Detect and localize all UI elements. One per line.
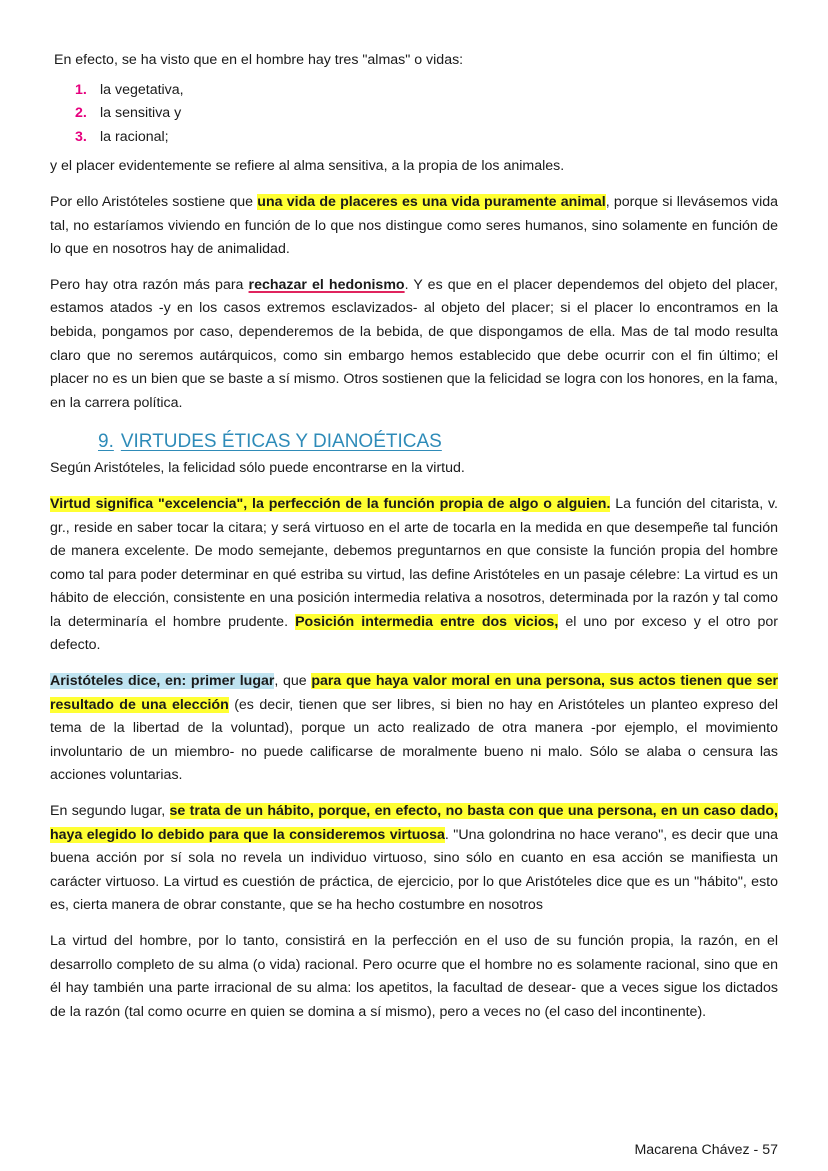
almas-list (50, 79, 778, 150)
list-number: 1. (75, 81, 87, 98)
list-number: 3. (75, 128, 87, 145)
text: . "Una golondrina no hace verano", es decir que una buena acción por sí sola no revela un individuo virtuoso, sino sólo en cuanto en esa acción se manifiesta un carácter virtuoso. La virtud es cuestión de práctica, de ejercicio, por lo que Aristóteles dice que es un "hábito", esto es, cierta manera de obrar constante, que se ha hecho costumbre en nosotros (50, 826, 778, 914)
list-text: la racional; (100, 128, 169, 145)
list-text: la sensitiva y (100, 105, 182, 122)
paragraph-placer-sensitiva: y el placer evidentemente se refiere al alma sensitiva, a la propia de los animales. (50, 158, 565, 175)
list-item (75, 102, 778, 126)
intro-paragraph: En efecto, se ha visto que en el hombre hay tres "almas" o vidas: (54, 52, 464, 68)
highlighted-text: Posición intermedia entre dos vicios, (295, 613, 559, 630)
text: , que (274, 673, 312, 690)
text: Por ello Aristóteles sostiene que (50, 193, 258, 210)
paragraph-virtud-hombre: La virtud del hombre, por lo tanto, consistirá en la perfección en el uso de su función propia, la razón, en el desarrollo completo de su alma (o vida) racional. Pero ocurre que el hombre no es solamente racional, sino que en él hay también una parte irracional de su alma: los apetitos, la facultad de desear- que a veces sigue los dictados de la razón (tal como ocurre en quien se domina a sí mismo), pero a veces no (el caso del incontinente). (50, 933, 778, 1020)
text: Pero hay otra razón más para (50, 276, 249, 293)
highlighted-text: se trata de un hábito, porque, en efecto, no basta con que una persona, en un caso dado, haya elegido lo debido para que la consideremos virtuosa (50, 803, 778, 843)
blue-highlighted-text: Aristóteles dice, en: primer lugar (50, 673, 275, 690)
highlighted-text: para que haya valor moral en una persona, sus actos tienen que ser resultado de una elección (50, 673, 778, 713)
page-footer: Macarena Chávez - 57 (634, 1142, 778, 1158)
paragraph-felicidad-virtud: Según Aristóteles, la felicidad sólo puede encontrarse en la virtud. (50, 460, 465, 477)
text: (es decir, tienen que ser libres, si bien no hay en Aristóteles un planteo expreso del tema de la libertad de la voluntad), porque un acto realizado de otra manera -por ejemplo, el movimiento involuntario de un miembro- no puede calificarse de moralmente bueno ni malo. Sólo se alaba o censura las acciones voluntarias. (50, 696, 778, 784)
highlighted-text: Virtud significa "excelencia", la perfección de la función propia de algo o alguien. (50, 495, 611, 512)
list-text: la vegetativa, (100, 81, 184, 98)
paragraph-virtud-excelencia (50, 493, 778, 658)
paragraph-vida-animal (50, 191, 778, 262)
list-item (75, 79, 778, 103)
section-title: VIRTUDES ÉTICAS Y DIANOÉTICAS (120, 431, 442, 453)
section-number: 9. (98, 431, 114, 453)
text: , porque si llevásemos vida tal, no estaríamos viviendo en función de lo que nos distingue como seres humanos, sino solamente en función de lo que en nosotros hay de animalidad. (50, 193, 779, 258)
underlined-text: rechazar el hedonismo (248, 276, 405, 293)
text: La función del citarista, v. gr., reside en saber tocar la citara; y será virtuoso en el arte de tocarla en la medida en que desempeñe tal función de manera excelente. De modo semejante, debemos preguntarnos en que consiste la función propia del hombre como tal para poder determinar en qué estriba su virtud, las define Aristóteles en un pasaje célebre: La virtud es un hábito de elección, consistente en una posición intermedia relativa a nosotros, determinada por la razón y tal como la determinaría el hombre prudente. (50, 495, 778, 630)
list-number: 2. (75, 105, 87, 122)
text: . Y es que en el placer dependemos del objeto del placer, estamos atados -y en los casos extremos esclavizados- al objeto del placer; si el placer lo encontramos en la bebida, pongamos por caso, dependeremos de la bebida, de que dispongamos de ella. Mas de tal modo resulta claro que no seremos autárquicos, como sin embargo hemos establecido que debe ocurrir con el fin último; el placer no es un bien que se baste a sí mismo. Otros sostienen que la felicidad se logra con los honores, en la fama, en la carrera política. (50, 276, 779, 411)
text: el uno por exceso y el otro por defecto. (50, 613, 778, 654)
section-heading (98, 427, 778, 457)
paragraph-primer-lugar (50, 670, 778, 788)
text: En segundo lugar, (50, 803, 170, 820)
paragraph-segundo-lugar (50, 800, 778, 918)
list-item (75, 126, 778, 150)
document-page (50, 49, 778, 1036)
paragraph-hedonismo (50, 274, 778, 416)
highlighted-text: una vida de placeres es una vida puramente animal (257, 193, 606, 210)
